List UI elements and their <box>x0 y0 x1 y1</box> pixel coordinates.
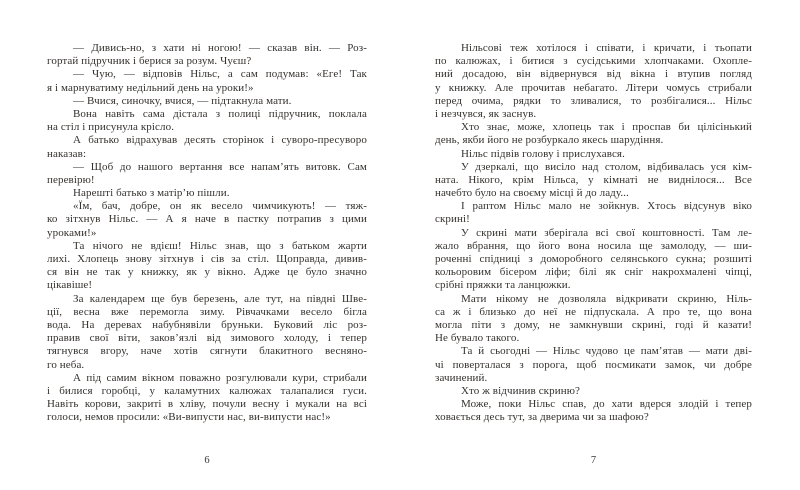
text-line: У скрині мати зберігала всі свої коштовності. Там ле- <box>461 226 752 239</box>
text-line: і незчувся, як заснув. <box>435 107 537 120</box>
text-line: ко зітхнув Нільс. — А я наче в пастку потрапив з цими <box>47 213 367 226</box>
text-line: Нарешті батько з матір’ю пішли. <box>73 187 230 200</box>
text-line: зачинений. <box>435 371 488 384</box>
text-line: Нільс підвів голову і прислухався. <box>461 147 625 160</box>
page-left-number: 6 <box>204 455 210 466</box>
text-line: жало вбрання, що його вона носила ще замолоду, — ши- <box>435 239 752 252</box>
text-line: У дзеркалі, що висіло над столом, відбивалась уся кім- <box>461 160 752 173</box>
text-line: Навіть корови, закриті в хліву, почули весну і мукали на всі <box>47 398 367 411</box>
text-line: я і марнуватиму недільний день на уроки!» <box>47 81 254 94</box>
text-line: — Вчися, синочку, вчися, — підтакнула мати. <box>73 94 292 107</box>
text-line: Може, поки Нільс спав, до хати вдерся злодій і тепер <box>461 398 752 411</box>
page-right <box>400 0 800 490</box>
page-right-text-block <box>435 42 752 424</box>
text-line: скрині! <box>435 213 470 226</box>
page-right-number: 7 <box>590 455 597 466</box>
text-line: наказав: <box>47 147 87 160</box>
text-line: І раптом Нільс мало не зойкнув. Хтось відсунув віко <box>461 200 752 213</box>
text-line: голоси, немов просили: «Ви-випусти нас, ви-випусти нас!» <box>47 411 331 424</box>
text-line: Хто знає, може, хлопець так і проспав би цілісінький <box>461 121 752 134</box>
text-line: начебто було на своєму місці й до ладу... <box>435 187 629 200</box>
text-line: — Щоб до нашого вертання все напам’ять витовк. Сам <box>73 160 367 173</box>
text-line: Нільсові теж хотілося і співати, і кричати, і тьопати <box>461 42 752 54</box>
text-line: са ж і близько до неї не підпускала. А про те, що вона <box>435 305 752 318</box>
text-line: ний досадою, він відвернувся від вікна і втупив погляд <box>435 68 752 81</box>
text-line: чі поверталася з порога, щоб посмикати замок, чи добре <box>435 358 752 371</box>
text-line: у книжку. Але прочитав небагато. Літери чомусь стрибали <box>435 81 752 94</box>
text-line: срібні пряжки та ланцюжки. <box>435 279 571 292</box>
text-line: лихі. Хлопець знову зітхнув і сів за стіл. Щоправда, дивив- <box>47 253 367 265</box>
text-line: — Дивись-но, з хати ні ногою! — сказав він. — Роз- <box>73 42 367 54</box>
text-line: кольоровим бісером ліфи; білі як сніг накрохмалені чіпці, <box>435 266 752 279</box>
text-line: цікавіше! <box>47 279 93 292</box>
text-line: ся він не так у книжку, як у вікно. Адже це було значно <box>47 266 367 279</box>
text-line: Вона навіть сама дістала з полиці підручник, поклала <box>73 107 367 120</box>
text-line: по калюжах, і битися з сусідськими хлопчаками. Охопле- <box>435 55 752 68</box>
text-line: перед очима, рядки то зливалися, то розбігалися... Нільс <box>435 94 752 107</box>
text-line: Хто ж відчинив скриню? <box>461 384 580 397</box>
text-line: Та нічого не вдієш! Нільс знав, що з батьком жарти <box>73 239 367 252</box>
text-line: і билися горобці, у каламутних калюжах талапалися гуси. <box>47 384 367 397</box>
text-line: правив свої віти, заков’язлі від зимового холоду, і тепер <box>47 332 367 345</box>
text-line: Та й сьогодні — Нільс чудово це пам’ятав — мати дві- <box>461 345 752 358</box>
text-line: ції, весна вже перемогла зиму. Рівчачками весело бігла <box>47 305 367 318</box>
text-line: ховається десь тут, за дверима чи за шафою? <box>435 411 649 424</box>
text-line: За календарем ще був березень, але тут, на півдні Шве- <box>73 292 367 305</box>
text-line: А під самим вікном поважно розгулювали кури, стрибали <box>73 371 367 384</box>
text-line: уроками!» <box>47 226 97 239</box>
text-line: Мати нікому не дозволяла відкривати скриню, Ніль- <box>461 292 752 305</box>
text-line: ната. Нікого, крім Нільса, у кімнаті не виднілося... Все <box>435 173 752 186</box>
page-left-text-block <box>47 42 367 424</box>
text-line: роченні спідниці з доморобного селянського сукна; розшиті <box>435 253 752 265</box>
text-line: на стіл і присунула крісло. <box>47 121 175 134</box>
text-line: гортай підручник і берися за розум. Чуєш? <box>47 55 252 68</box>
text-line: тягнувся вгору, наче хотів сягнути блакитного весняно- <box>47 345 367 358</box>
text-line: «Їм, бач, добре, он як весело чимчикують! — тяж- <box>73 200 367 213</box>
text-line: — Чую, — відповів Нільс, а сам подумав: «Еге! Так <box>73 68 367 81</box>
text-line: Не бувало такого. <box>435 332 520 345</box>
text-line: могла піти з дому, не замкнувши скрині, годі й казати! <box>435 318 752 331</box>
text-line: перевірю! <box>47 173 95 186</box>
text-line: А батько відрахував десять сторінок і суворо-пресуворо <box>73 134 367 147</box>
text-line: го неба. <box>47 358 85 371</box>
text-line: день, якби його не розбуркало якесь шарудіння. <box>435 134 664 147</box>
text-line: вода. На деревах набубнявіли бруньки. Буковий ліс роз- <box>47 318 367 331</box>
